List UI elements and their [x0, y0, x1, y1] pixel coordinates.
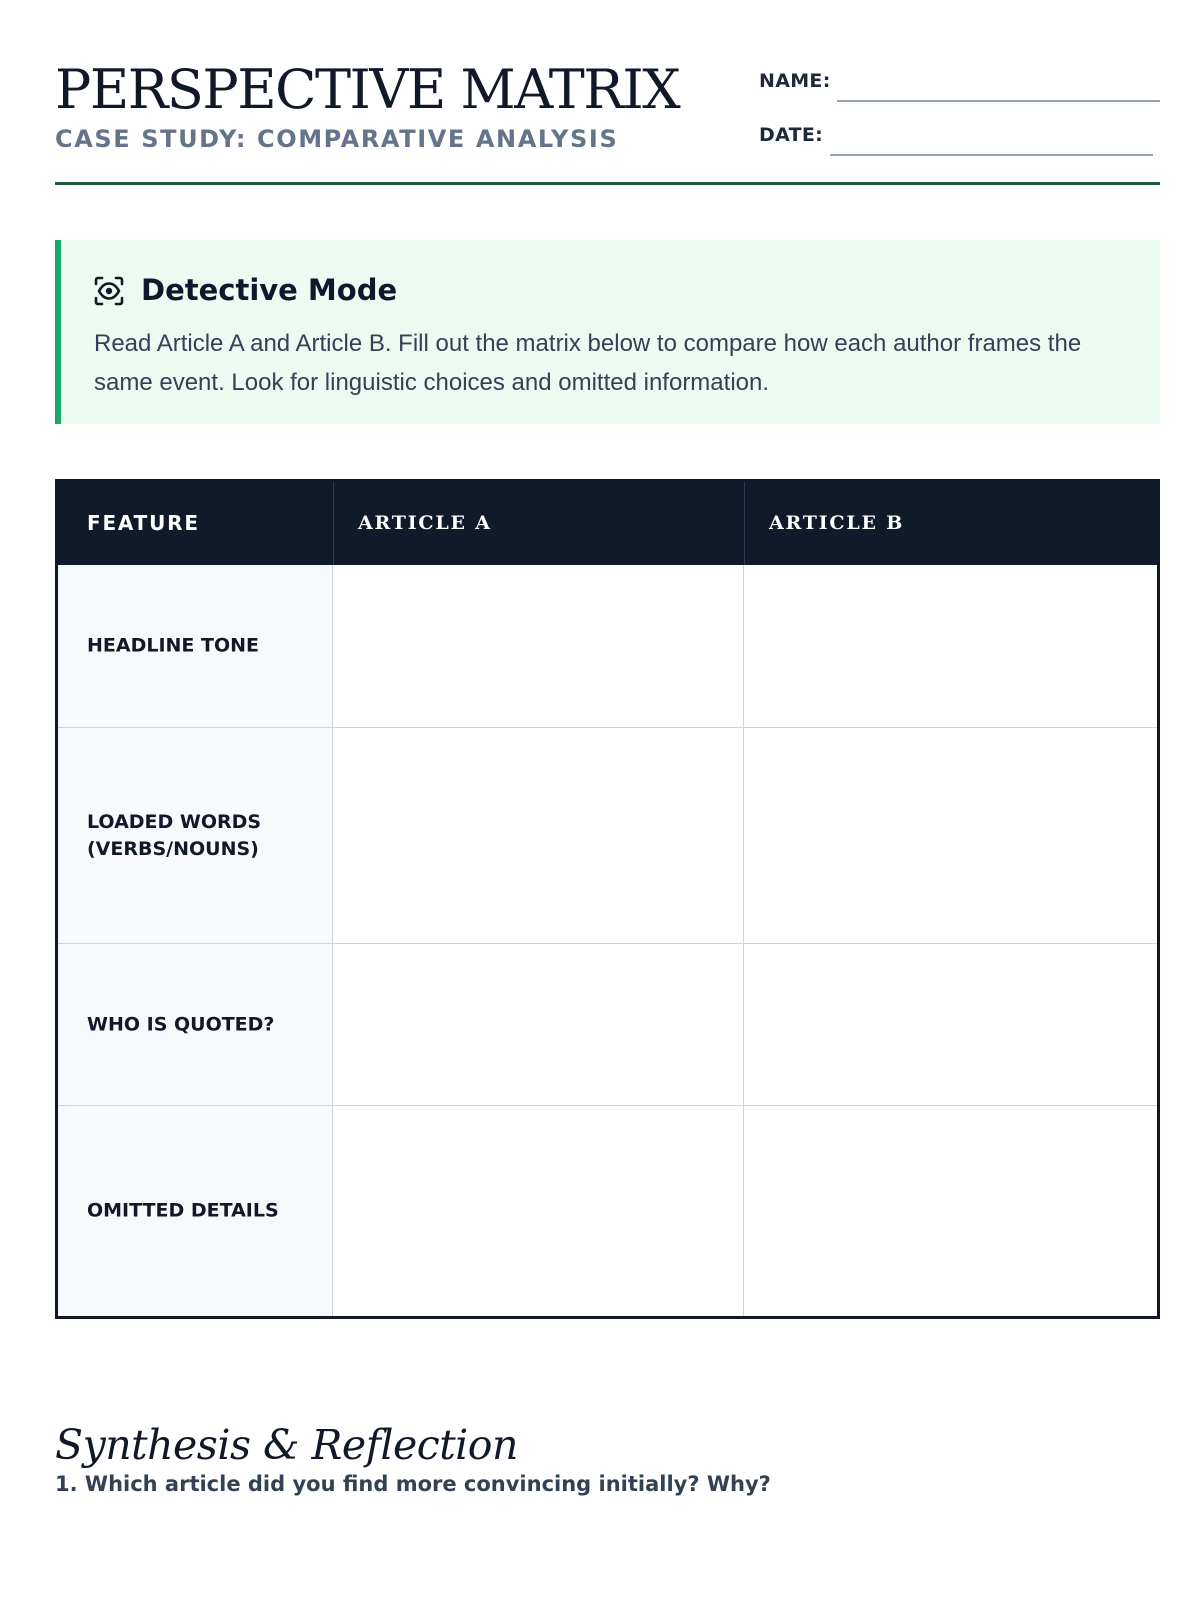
name-input-line[interactable] [837, 100, 1160, 102]
table-row-who-is-quoted [58, 943, 1157, 1105]
feature-label: WHO IS QUOTED? [87, 1013, 275, 1035]
article-b-answer-cell[interactable] [744, 944, 1157, 1105]
feature-label: HEADLINE TONE [87, 634, 260, 657]
date-label: DATE: [759, 124, 824, 146]
feature-label: OMITTED DETAILS [87, 1199, 279, 1222]
table-row-omitted-details [58, 1105, 1157, 1316]
header-divider-line [333, 482, 334, 565]
article-b-answer-cell[interactable] [744, 1106, 1157, 1316]
header-divider-line [744, 482, 745, 565]
worksheet-header [55, 58, 1160, 186]
feature-cell [58, 944, 333, 1105]
feature-cell [58, 728, 333, 943]
page-title: PERSPECTIVE MATRIX [55, 58, 680, 121]
name-label: NAME: [759, 70, 831, 92]
article-a-answer-cell[interactable] [333, 728, 744, 943]
date-input-line[interactable] [830, 154, 1153, 156]
date-field[interactable] [759, 122, 1160, 156]
article-a-answer-cell[interactable] [333, 565, 744, 727]
table-header-row [58, 482, 1157, 565]
header-divider [55, 182, 1160, 185]
article-a-answer-cell[interactable] [333, 1106, 744, 1316]
article-b-answer-cell[interactable] [744, 728, 1157, 943]
feature-label: LOADED WORDS (VERBS/NOUNS) [87, 810, 262, 860]
callout-instructions: Read Article A and Article B. Fill out the matrix below to compare how each author frames the same event. Look for linguistic choices and omitted information. [94, 330, 1082, 396]
instructions-callout [55, 240, 1160, 424]
callout-title: Detective Mode [141, 273, 398, 307]
article-b-answer-cell[interactable] [744, 565, 1157, 727]
eye-scan-icon [92, 274, 126, 308]
page-subtitle: CASE STUDY: COMPARATIVE ANALYSIS [55, 125, 619, 153]
column-header-feature: FEATURE [87, 511, 200, 535]
reflection-question: 1. Which article did you find more convincing initially? Why? [55, 1472, 771, 1496]
column-header-article-b: ARTICLE B [769, 512, 905, 534]
feature-cell [58, 565, 333, 727]
name-field[interactable] [759, 68, 1160, 102]
article-a-answer-cell[interactable] [333, 944, 744, 1105]
table-row-loaded-words [58, 727, 1157, 943]
column-header-article-a: ARTICLE A [358, 512, 492, 534]
perspective-matrix-table [55, 479, 1160, 1319]
table-row-headline-tone [58, 565, 1157, 727]
synthesis-section-title: Synthesis & Reflection [55, 1421, 518, 1470]
feature-cell [58, 1106, 333, 1316]
